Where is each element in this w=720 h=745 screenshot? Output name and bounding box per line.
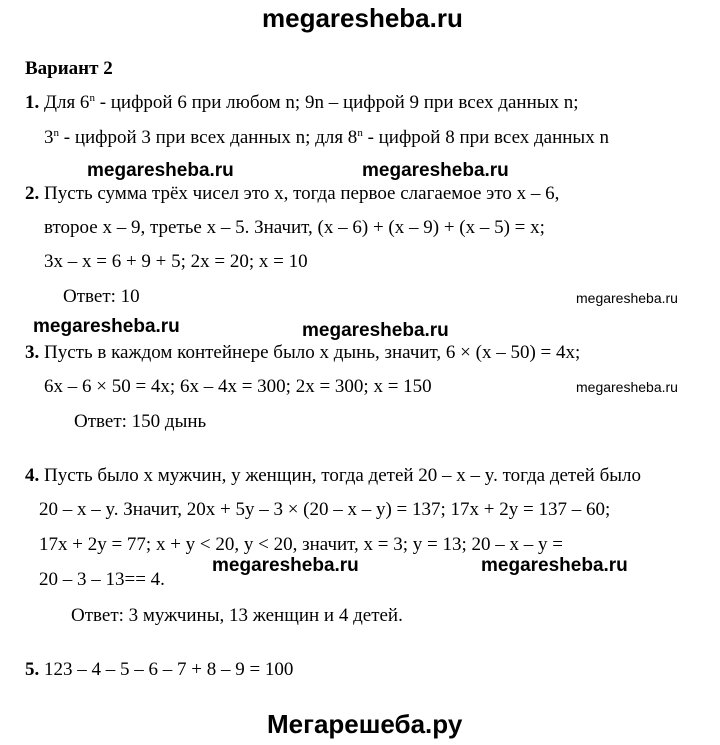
task1-line1 bbox=[25, 92, 579, 114]
task2-text: Пусть сумма трёх чисел это x, тогда первое слагаемое это x – 6, bbox=[39, 183, 560, 204]
task1-line2-b: - цифрой 3 при всех данных n; для 8 bbox=[59, 127, 358, 148]
task2-line1 bbox=[25, 183, 559, 205]
watermark: megaresheba.ru bbox=[87, 160, 234, 181]
task1-line2 bbox=[44, 127, 609, 149]
task1-line2-a: 3 bbox=[44, 127, 54, 148]
task1-text-b: - цифрой 6 при любом n; 9n – цифрой 9 при всех данных n; bbox=[94, 92, 579, 113]
task4-line4: 20 – 3 – 13== 4. bbox=[39, 569, 165, 590]
watermark: megaresheba.ru bbox=[212, 555, 359, 576]
watermark: megaresheba.ru bbox=[33, 316, 180, 337]
watermark: megaresheba.ru bbox=[362, 160, 509, 181]
task4-line2: 20 – x – y. Значит, 20x + 5y – 3 × (20 – x – y) = 137; 17x + 2y = 137 – 60; bbox=[39, 499, 611, 520]
task3-answer: Ответ: 150 дынь bbox=[74, 411, 207, 432]
task5-text: 123 – 4 – 5 – 6 – 7 + 8 – 9 = 100 bbox=[39, 659, 294, 680]
task4-text: Пусть было x мужчин, y женщин, тогда детей 20 – x – y. тогда детей было bbox=[39, 465, 641, 486]
task1-text-a: Для 6 bbox=[39, 92, 90, 113]
task4-number: 4. bbox=[25, 465, 40, 486]
task3-line1 bbox=[25, 342, 580, 364]
task2-line3: 3x – x = 6 + 9 + 5; 2x = 20; x = 10 bbox=[44, 251, 308, 272]
task1-line2-sup2: n bbox=[357, 127, 363, 139]
task3-text: Пусть в каждом контейнере было x дынь, значит, 6 × (x – 50) = 4x; bbox=[39, 342, 581, 363]
task4-line1 bbox=[25, 465, 641, 487]
watermark: megaresheba.ru bbox=[576, 290, 678, 306]
task2-line2: второе x – 9, третье x – 5. Значит, (x – 6) + (x – 9) + (x – 5) = x; bbox=[44, 217, 545, 238]
task5-line1 bbox=[25, 659, 293, 681]
task1-line2-c: - цифрой 8 при всех данных n bbox=[362, 127, 609, 148]
task4-answer: Ответ: 3 мужчины, 13 женщин и 4 детей. bbox=[71, 605, 403, 626]
task1-line2-sup1: n bbox=[53, 127, 59, 139]
task2-answer: Ответ: 10 bbox=[63, 286, 140, 307]
watermark: megaresheba.ru bbox=[576, 379, 678, 395]
watermark: megaresheba.ru bbox=[481, 555, 628, 576]
task4-line3: 17x + 2y = 77; x + y < 20, y < 20, значит, x = 3; y = 13; 20 – x – y = bbox=[39, 534, 564, 555]
task1-sup: n bbox=[89, 92, 95, 104]
task2-number: 2. bbox=[25, 183, 40, 204]
task3-line2: 6x – 6 × 50 = 4x; 6x – 4x = 300; 2x = 300; x = 150 bbox=[44, 376, 432, 397]
header-watermark: megaresheba.ru bbox=[262, 3, 463, 33]
footer-watermark: Мегарешеба.ру bbox=[267, 709, 463, 739]
variant-title: Вариант 2 bbox=[25, 58, 113, 79]
task5-number: 5. bbox=[25, 659, 40, 680]
watermark: megaresheba.ru bbox=[302, 320, 449, 341]
task3-number: 3. bbox=[25, 342, 40, 363]
task1-number: 1. bbox=[25, 92, 40, 113]
